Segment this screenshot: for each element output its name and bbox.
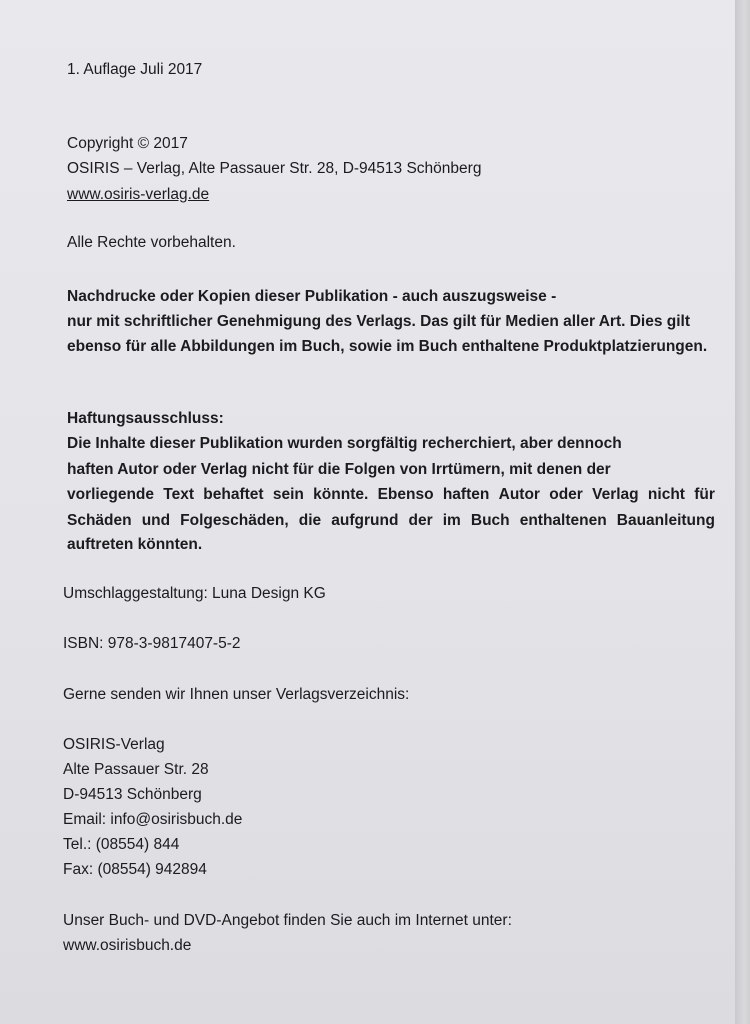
publisher-website-link[interactable]: www.osiris-verlag.de (67, 186, 210, 203)
contact-phone: Tel.: (08554) 844 (63, 836, 180, 853)
disclaimer-line: vorliegende Text behaftet sein könnte. Ebenso haften Autor oder Verlag nicht für (67, 486, 715, 503)
online-offer-text: Unser Buch- und DVD-Angebot finden Sie auch im Internet unter: (63, 912, 512, 929)
edition-note: 1. Auflage Juli 2017 (67, 61, 203, 78)
rights-reserved: Alle Rechte vorbehalten. (67, 234, 236, 251)
disclaimer-line: Schäden und Folgeschäden, die aufgrund der im Buch enthaltenen Bauanleitung (67, 512, 715, 529)
reprint-notice-line: Nachdrucke oder Kopien dieser Publikation - auch auszugsweise - (67, 288, 557, 305)
contact-name: OSIRIS-Verlag (63, 736, 165, 753)
reprint-notice-line: ebenso für alle Abbildungen im Buch, sowie im Buch enthaltene Produktplatzierungen. (67, 338, 708, 355)
disclaimer-heading: Haftungsausschluss: (67, 410, 224, 427)
disclaimer-line: auftreten könnten. (67, 536, 203, 553)
contact-email: Email: info@osirisbuch.de (63, 811, 243, 828)
catalog-offer: Gerne senden wir Ihnen unser Verlagsverzeichnis: (63, 686, 410, 703)
contact-city: D-94513 Schönberg (63, 786, 202, 803)
online-url: www.osirisbuch.de (63, 937, 192, 954)
page-edge (735, 0, 750, 1024)
contact-street: Alte Passauer Str. 28 (63, 761, 209, 778)
isbn: ISBN: 978-3-9817407-5-2 (63, 635, 241, 652)
reprint-notice-line: nur mit schriftlicher Genehmigung des Verlags. Das gilt für Medien aller Art. Dies gilt (67, 313, 691, 330)
publisher-address: OSIRIS – Verlag, Alte Passauer Str. 28, D-94513 Schönberg (67, 160, 482, 177)
disclaimer-line: haften Autor oder Verlag nicht für die Folgen von Irrtümern, mit denen der (67, 461, 611, 478)
cover-design-credit: Umschlaggestaltung: Luna Design KG (63, 585, 326, 602)
disclaimer-line: Die Inhalte dieser Publikation wurden sorgfältig recherchiert, aber dennoch (67, 435, 622, 452)
copyright-line: Copyright © 2017 (67, 135, 188, 152)
contact-fax: Fax: (08554) 942894 (63, 861, 207, 878)
